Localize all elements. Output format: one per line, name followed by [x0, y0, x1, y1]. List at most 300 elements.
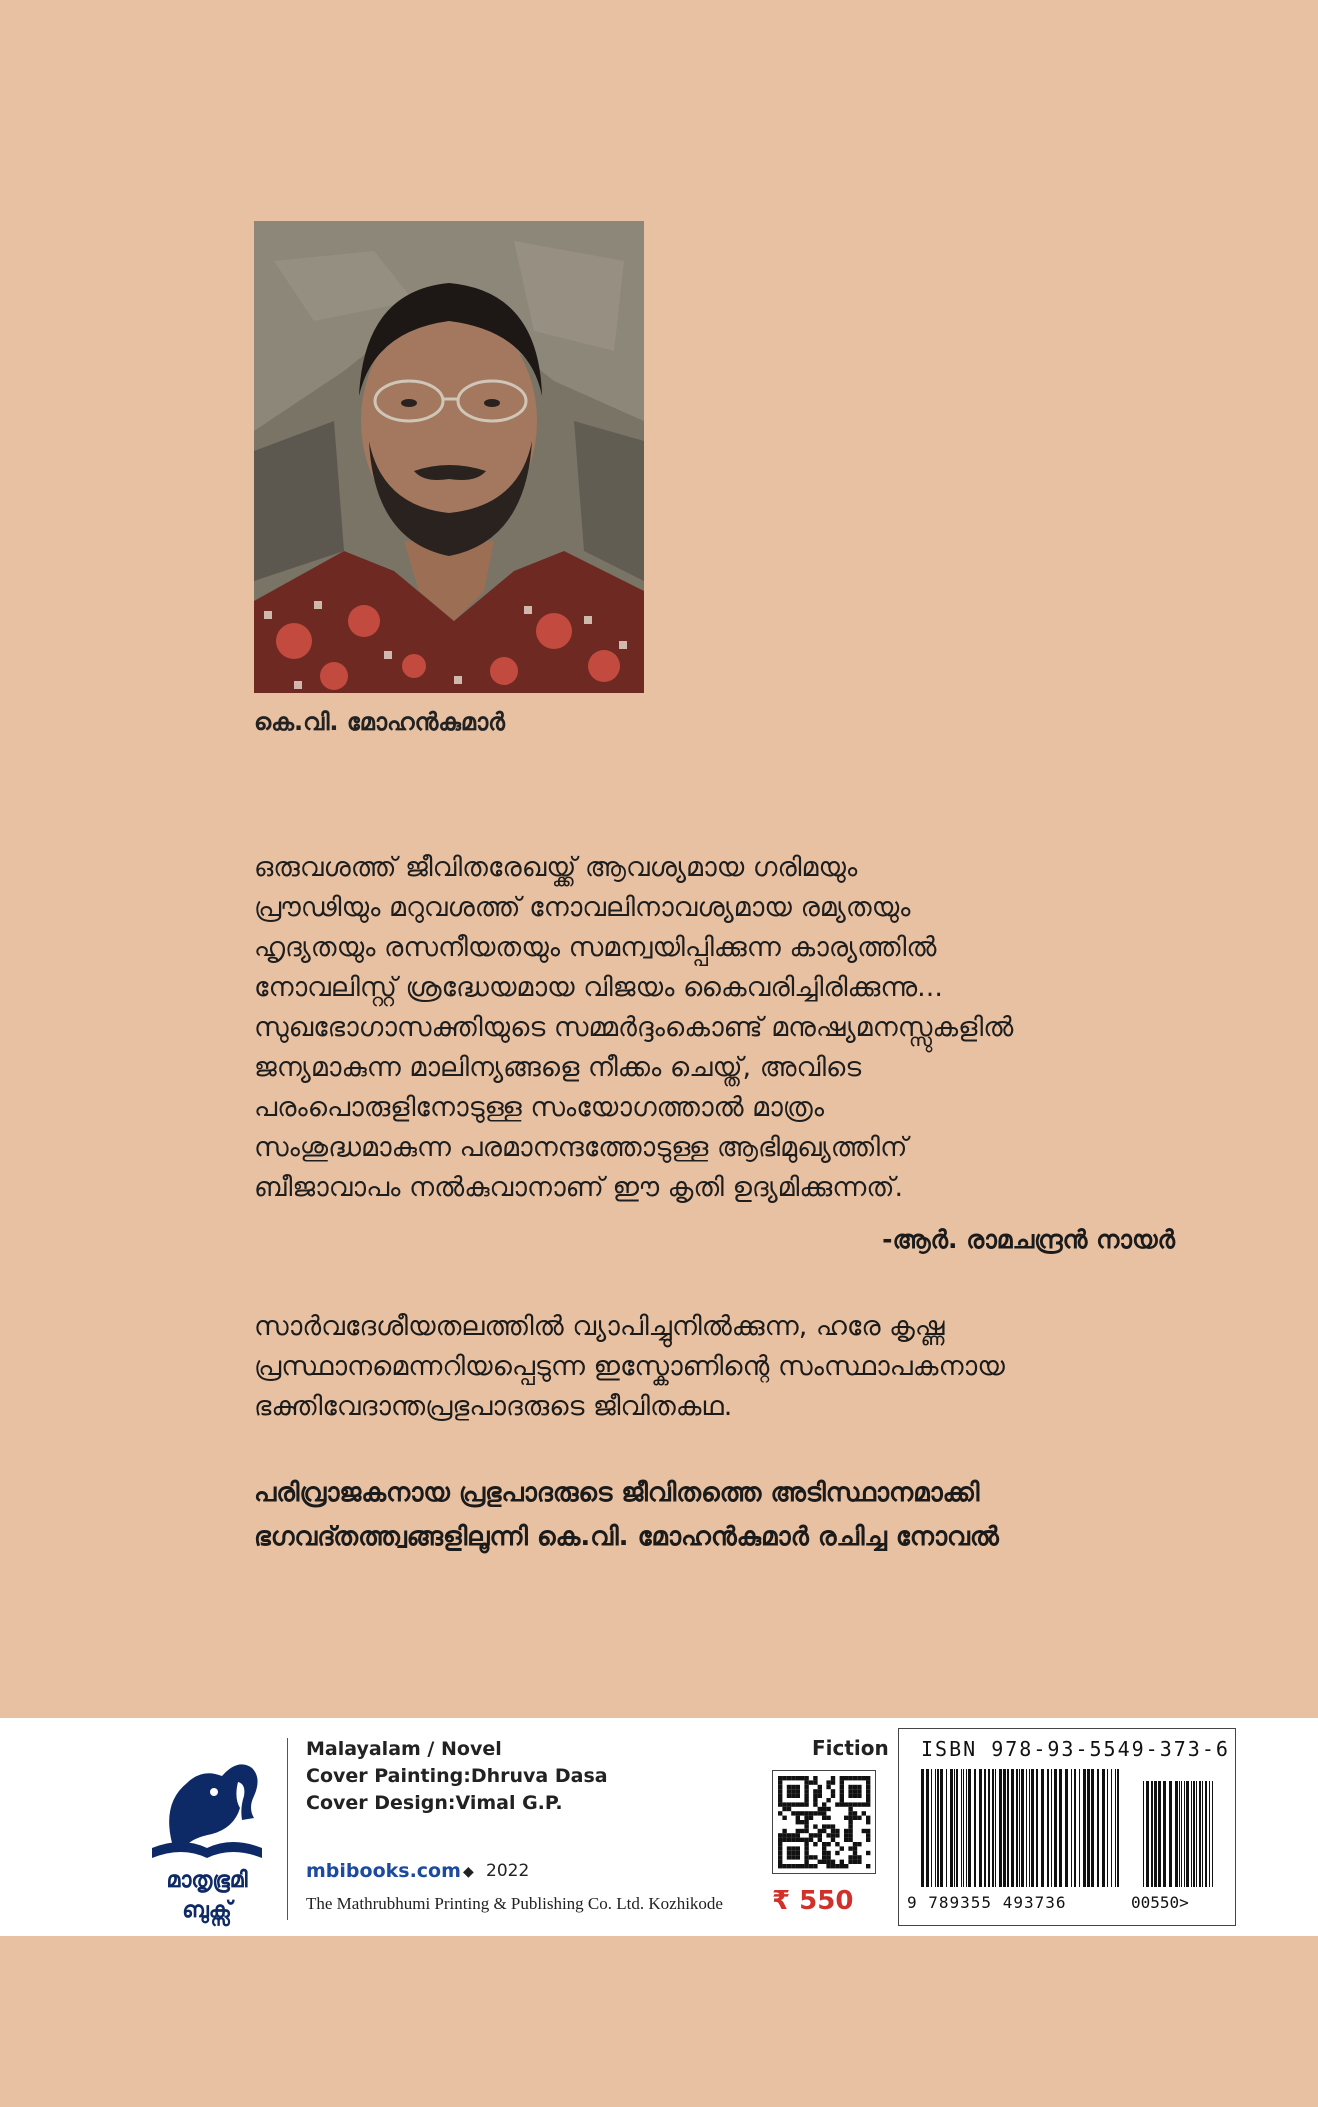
barcode-bar: [956, 1769, 958, 1887]
book-tagline: [254, 1471, 1184, 1559]
qr-module: [866, 1785, 870, 1789]
qr-module: [787, 1855, 791, 1859]
barcode-bar: [1202, 1781, 1203, 1887]
qr-module: [800, 1776, 804, 1780]
qr-module: [782, 1807, 786, 1811]
qr-module: [778, 1851, 782, 1855]
qr-module: [848, 1846, 852, 1850]
qr-module: [787, 1846, 791, 1850]
qr-module: [844, 1864, 848, 1868]
qr-module: [778, 1780, 782, 1784]
barcode-bar: [937, 1769, 939, 1887]
qr-module: [840, 1776, 844, 1780]
qr-module: [778, 1855, 782, 1859]
qr-module: [778, 1794, 782, 1798]
barcode-bar: [1087, 1769, 1090, 1887]
qr-code-icon[interactable]: [772, 1770, 876, 1874]
qr-module: [866, 1820, 870, 1824]
qr-module: [831, 1833, 835, 1837]
barcode-bar: [966, 1769, 967, 1887]
qr-module: [782, 1829, 786, 1833]
qr-module: [844, 1776, 848, 1780]
qr-module: [862, 1776, 866, 1780]
qr-module: [862, 1802, 866, 1806]
qr-module: [796, 1776, 800, 1780]
qr-module: [848, 1833, 852, 1837]
blurb-line: സംശുദ്ധമാകുന്ന പരമാനന്ദത്തോടുള്ള ആഭിമുഖ്യത്തിന്: [254, 1132, 908, 1163]
qr-module: [866, 1776, 870, 1780]
qr-module: [848, 1860, 852, 1864]
barcode-bar: [1193, 1781, 1195, 1887]
qr-module: [840, 1789, 844, 1793]
qr-module: [826, 1798, 830, 1802]
qr-module: [862, 1829, 866, 1833]
qr-module: [822, 1846, 826, 1850]
qr-module: [822, 1829, 826, 1833]
barcode-bar: [961, 1769, 962, 1887]
barcode-bar: [1146, 1781, 1149, 1887]
qr-module: [826, 1860, 830, 1864]
qr-module: [796, 1829, 800, 1833]
qr-module: [800, 1802, 804, 1806]
qr-module: [787, 1807, 791, 1811]
qr-module: [853, 1785, 857, 1789]
author-photo: [254, 221, 644, 693]
qr-module: [778, 1811, 782, 1815]
qr-module: [813, 1794, 817, 1798]
qr-module: [818, 1833, 822, 1837]
divider: [287, 1738, 288, 1920]
qr-module: [796, 1833, 800, 1837]
qr-module: [848, 1811, 852, 1815]
qr-module: [813, 1864, 817, 1868]
qr-module: [791, 1785, 795, 1789]
qr-module: [822, 1842, 826, 1846]
qr-module: [822, 1860, 826, 1864]
qr-module: [848, 1776, 852, 1780]
barcode-bar: [999, 1769, 1002, 1887]
qr-module: [796, 1802, 800, 1806]
qr-module: [866, 1780, 870, 1784]
qr-module: [866, 1798, 870, 1802]
qr-module: [848, 1816, 852, 1820]
barcode-bar: [1175, 1781, 1178, 1887]
qr-module: [813, 1789, 817, 1793]
qr-module: [809, 1780, 813, 1784]
website-link[interactable]: mbibooks.com: [306, 1860, 461, 1882]
logo-line: ബുക്സ്: [182, 1898, 232, 1923]
qr-module: [791, 1811, 795, 1815]
description-line: സാർവദേശീയതലത്തിൽ വ്യാപിച്ചുനിൽക്കുന്ന, ഹരേ കൃഷ്ണ: [254, 1311, 945, 1342]
qr-module: [796, 1855, 800, 1859]
qr-module: [804, 1824, 808, 1828]
barcode-bar: [1031, 1769, 1034, 1887]
diamond-icon: ◆: [463, 1864, 474, 1880]
barcode-bar: [926, 1769, 929, 1887]
tagline-line: ഭഗവദ്തത്ത്വങ്ങളിലൂന്നി കെ.വി. മോഹൻകുമാർ രചിച്ച നോവൽ: [254, 1522, 999, 1552]
qr-module: [840, 1794, 844, 1798]
barcode-bar: [979, 1769, 982, 1887]
qr-module: [804, 1838, 808, 1842]
qr-module: [866, 1829, 870, 1833]
barcode-bar: [974, 1769, 976, 1887]
qr-module: [796, 1864, 800, 1868]
qr-module: [848, 1785, 852, 1789]
barcode-bar: [1091, 1769, 1094, 1887]
qr-module: [848, 1824, 852, 1828]
qr-module: [840, 1846, 844, 1850]
qr-module: [809, 1864, 813, 1868]
qr-module: [791, 1833, 795, 1837]
qr-module: [818, 1838, 822, 1842]
qr-module: [831, 1776, 835, 1780]
qr-module: [800, 1864, 804, 1868]
qr-module: [804, 1789, 808, 1793]
qr-module: [853, 1776, 857, 1780]
isbn-number: ISBN 978-93-5549-373-6: [921, 1737, 1230, 1761]
qr-module: [866, 1864, 870, 1868]
qr-module: [813, 1824, 817, 1828]
barcode-bar: [954, 1769, 955, 1887]
qr-module: [866, 1816, 870, 1820]
barcode-bar: [940, 1769, 943, 1887]
barcode-bar: [992, 1769, 994, 1887]
book-description: [254, 1307, 1174, 1427]
qr-module: [853, 1802, 857, 1806]
qr-module: [787, 1864, 791, 1868]
qr-module: [822, 1855, 826, 1859]
logo-line: മാതൃഭൂമി: [166, 1868, 248, 1893]
qr-module: [853, 1842, 857, 1846]
tagline-line: പരിവ്രാജകനായ പ്രഭുപാദരുടെ ജീവിതത്തെ അടിസ്ഥാനമാക്കി: [254, 1478, 980, 1508]
barcode-bar: [984, 1769, 986, 1887]
barcode-bar: [1016, 1769, 1018, 1887]
barcode-bar: [921, 1769, 924, 1887]
qr-module: [782, 1776, 786, 1780]
meta-cover-design: Cover Design:Vimal G.P.: [306, 1792, 563, 1814]
barcode-bar: [1051, 1769, 1052, 1887]
meta-cover-painting: Cover Painting:Dhruva Dasa: [306, 1765, 608, 1787]
qr-module: [857, 1794, 861, 1798]
isbn-barcode: [898, 1728, 1236, 1926]
qr-module: [840, 1864, 844, 1868]
qr-module: [853, 1846, 857, 1850]
qr-module: [782, 1802, 786, 1806]
barcode-bar: [1079, 1769, 1080, 1887]
qr-module: [787, 1789, 791, 1793]
barcode-bar: [1209, 1781, 1210, 1887]
barcode-bar: [968, 1769, 971, 1887]
qr-module: [826, 1864, 830, 1868]
qr-module: [866, 1802, 870, 1806]
qr-module: [787, 1802, 791, 1806]
qr-module: [844, 1802, 848, 1806]
qr-module: [857, 1802, 861, 1806]
qr-module: [791, 1838, 795, 1842]
qr-module: [804, 1776, 808, 1780]
qr-module: [853, 1860, 857, 1864]
barcode-bar: [995, 1769, 996, 1887]
barcode-bar: [1111, 1769, 1112, 1887]
qr-module: [778, 1838, 782, 1842]
qr-module: [796, 1851, 800, 1855]
qr-module: [857, 1789, 861, 1793]
qr-module: [848, 1829, 852, 1833]
qr-module: [857, 1842, 861, 1846]
qr-module: [778, 1833, 782, 1837]
qr-module: [813, 1798, 817, 1802]
qr-module: [782, 1864, 786, 1868]
barcode-bar: [1181, 1781, 1182, 1887]
qr-module: [822, 1811, 826, 1815]
qr-module: [818, 1807, 822, 1811]
qr-module: [791, 1789, 795, 1793]
barcode-bar: [1071, 1769, 1072, 1887]
qr-module: [857, 1785, 861, 1789]
blurb-line: നോവലിസ്റ്റ് ശ്രദ്ധേയമായ വിജയം കൈവരിച്ചിരിക്കുന്നു...: [254, 972, 943, 1003]
qr-module: [778, 1842, 782, 1846]
qr-module: [804, 1846, 808, 1850]
price-label: ₹ 550: [772, 1886, 854, 1916]
qr-module: [857, 1816, 861, 1820]
qr-module: [818, 1785, 822, 1789]
barcode-icon: [921, 1769, 1221, 1893]
qr-module: [853, 1789, 857, 1793]
qr-module: [835, 1864, 839, 1868]
barcode-bar: [1065, 1769, 1068, 1887]
qr-module: [778, 1864, 782, 1868]
qr-module: [844, 1816, 848, 1820]
barcode-bar: [1179, 1781, 1180, 1887]
qr-module: [796, 1789, 800, 1793]
qr-module: [778, 1785, 782, 1789]
qr-module: [804, 1842, 808, 1846]
publisher-logo-text: [142, 1866, 272, 1926]
barcode-digits: 9 789355 493736: [907, 1893, 1067, 1912]
barcode-bar: [1212, 1781, 1213, 1887]
qr-module: [835, 1833, 839, 1837]
barcode-bar: [950, 1769, 953, 1887]
qr-module: [787, 1833, 791, 1837]
genre-label: Fiction: [812, 1736, 889, 1760]
qr-module: [804, 1785, 808, 1789]
barcode-bar: [1199, 1781, 1201, 1887]
qr-module: [796, 1811, 800, 1815]
qr-module: [800, 1829, 804, 1833]
qr-module: [791, 1802, 795, 1806]
qr-module: [831, 1838, 835, 1842]
qr-module: [866, 1851, 870, 1855]
qr-module: [822, 1802, 826, 1806]
barcode-bar: [1102, 1769, 1105, 1887]
qr-module: [835, 1829, 839, 1833]
barcode-bar: [1107, 1769, 1108, 1887]
imprint-strip: [0, 1718, 1318, 1936]
barcode-bar: [988, 1769, 990, 1887]
qr-module: [782, 1816, 786, 1820]
barcode-bar: [1158, 1781, 1161, 1887]
blurb-attribution: -ആർ. രാമചന്ദ്രൻ നായർ: [882, 1225, 1175, 1254]
qr-module: [787, 1851, 791, 1855]
barcode-bar: [1154, 1781, 1157, 1887]
barcode-bar: [1059, 1769, 1062, 1887]
qr-module: [791, 1864, 795, 1868]
blurb-line: ഒരുവശത്ത് ജീവിതരേഖയ്ക്ക് ആവശ്യമായ ഗരിമയും: [254, 852, 858, 883]
qr-module: [835, 1851, 839, 1855]
qr-module: [853, 1794, 857, 1798]
qr-module: [826, 1842, 830, 1846]
qr-module: [844, 1838, 848, 1842]
qr-module: [809, 1855, 813, 1859]
barcode-bar: [1115, 1769, 1116, 1887]
qr-module: [809, 1811, 813, 1815]
qr-module: [809, 1838, 813, 1842]
qr-module: [813, 1802, 817, 1806]
qr-module: [809, 1816, 813, 1820]
barcode-bar: [1054, 1769, 1057, 1887]
barcode-bar: [935, 1769, 936, 1887]
qr-module: [813, 1842, 817, 1846]
qr-module: [848, 1789, 852, 1793]
qr-module: [822, 1824, 826, 1828]
description-line: പ്രസ്ഥാനമെന്നറിയപ്പെടുന്ന ഇസ്കോണിന്റെ സംസ്ഥാപകനായ: [254, 1351, 1005, 1382]
qr-module: [813, 1780, 817, 1784]
blurb-line: സുഖഭോഗാസക്തിയുടെ സമ്മർദ്ദംകൊണ്ട് മനുഷ്യമനസ്സുകളിൽ: [254, 1012, 1014, 1043]
qr-module: [844, 1833, 848, 1837]
author-name-caption: കെ.വി. മോഹൻകുമാർ: [254, 708, 505, 736]
barcode-bar: [1074, 1769, 1076, 1887]
qr-module: [800, 1838, 804, 1842]
blurb-line: ബീജാവാപം നൽകുവാനാണ് ഈ കൃതി ഉദ്യമിക്കുന്നത്.: [254, 1172, 904, 1203]
qr-module: [782, 1833, 786, 1837]
qr-module: [853, 1851, 857, 1855]
qr-module: [796, 1838, 800, 1842]
qr-module: [778, 1846, 782, 1850]
qr-module: [787, 1838, 791, 1842]
qr-module: [804, 1811, 808, 1815]
blurb-line: ഹൃദ്യതയും രസനീയതയും സമന്വയിപ്പിക്കുന്ന കാര്യത്തിൽ: [254, 932, 937, 963]
qr-module: [813, 1776, 817, 1780]
qr-module: [791, 1851, 795, 1855]
qr-module: [813, 1811, 817, 1815]
barcode-bar: [1169, 1781, 1172, 1887]
barcode-bar: [1191, 1781, 1192, 1887]
qr-module: [848, 1802, 852, 1806]
barcode-bar: [1097, 1769, 1099, 1887]
qr-module: [822, 1851, 826, 1855]
qr-module: [822, 1816, 826, 1820]
qr-module: [826, 1855, 830, 1859]
barcode-bar: [1143, 1781, 1144, 1887]
barcode-bar: [1029, 1769, 1030, 1887]
qr-module: [831, 1824, 835, 1828]
qr-module: [831, 1794, 835, 1798]
qr-module: [804, 1780, 808, 1784]
qr-module: [848, 1794, 852, 1798]
qr-module: [840, 1860, 844, 1864]
barcode-bar: [1184, 1781, 1185, 1887]
qr-module: [818, 1794, 822, 1798]
barcode-bar: [1151, 1781, 1153, 1887]
qr-module: [866, 1838, 870, 1842]
blurb-line: പ്രൗഢിയും മറുവശത്ത് നോവലിനാവശ്യമായ രമ്യതയും: [254, 892, 911, 923]
qr-module: [822, 1807, 826, 1811]
qr-module: [826, 1785, 830, 1789]
qr-module: [791, 1846, 795, 1850]
qr-module: [857, 1855, 861, 1859]
qr-module: [862, 1811, 866, 1815]
qr-module: [826, 1833, 830, 1837]
qr-module: [826, 1816, 830, 1820]
qr-module: [840, 1802, 844, 1806]
qr-module: [840, 1780, 844, 1784]
barcode-bar: [1117, 1769, 1119, 1887]
qr-module: [857, 1860, 861, 1864]
qr-module: [840, 1785, 844, 1789]
qr-module: [818, 1811, 822, 1815]
qr-module: [840, 1798, 844, 1802]
qr-module: [778, 1802, 782, 1806]
qr-module: [826, 1807, 830, 1811]
barcode-bar: [1036, 1769, 1038, 1887]
qr-module: [804, 1802, 808, 1806]
qr-module: [853, 1816, 857, 1820]
qr-module: [844, 1829, 848, 1833]
barcode-bar: [1205, 1781, 1207, 1887]
qr-module: [778, 1798, 782, 1802]
qr-module: [848, 1838, 852, 1842]
qr-module: [796, 1820, 800, 1824]
qr-module: [848, 1820, 852, 1824]
qr-module: [804, 1864, 808, 1868]
qr-module: [791, 1794, 795, 1798]
qr-module: [787, 1785, 791, 1789]
qr-module: [804, 1816, 808, 1820]
blurb-line: പരംപൊരുളിനോടുള്ള സംയോഗത്താൽ മാത്രം: [254, 1092, 825, 1123]
qr-module: [831, 1780, 835, 1784]
blurb-line: ജന്യമാകുന്ന മാലിന്യങ്ങളെ നീക്കം ചെയ്ത്, അവിടെ: [254, 1052, 862, 1083]
qr-module: [857, 1776, 861, 1780]
qr-module: [800, 1811, 804, 1815]
barcode-bar: [1007, 1769, 1009, 1887]
qr-module: [778, 1776, 782, 1780]
barcode-bar: [946, 1769, 947, 1887]
barcode-bar: [1186, 1781, 1189, 1887]
publication-year: 2022: [486, 1861, 530, 1881]
qr-module: [848, 1855, 852, 1859]
qr-module: [787, 1776, 791, 1780]
barcode-bar: [1019, 1769, 1020, 1887]
qr-module: [866, 1789, 870, 1793]
qr-module: [866, 1794, 870, 1798]
qr-module: [826, 1851, 830, 1855]
qr-module: [787, 1794, 791, 1798]
barcode-bar: [931, 1769, 932, 1887]
qr-module: [831, 1864, 835, 1868]
barcode-bar: [1196, 1781, 1197, 1887]
barcode-addon: 00550>: [1131, 1893, 1189, 1912]
qr-module: [818, 1789, 822, 1793]
description-line: ഭക്തിവേദാന്തപ്രഭുപാദരുടെ ജീവിതകഥ.: [254, 1391, 733, 1422]
qr-module: [804, 1860, 808, 1864]
qr-module: [804, 1851, 808, 1855]
barcode-bar: [1026, 1769, 1027, 1887]
qr-module: [835, 1802, 839, 1806]
barcode-bar: [1021, 1769, 1024, 1887]
qr-module: [853, 1855, 857, 1859]
qr-module: [778, 1789, 782, 1793]
qr-module: [796, 1816, 800, 1820]
